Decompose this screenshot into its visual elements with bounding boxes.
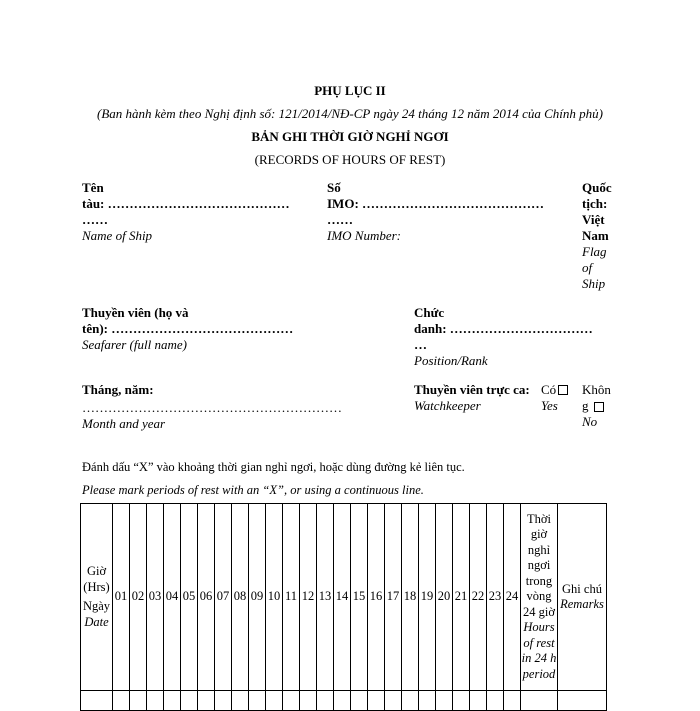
hour-cell[interactable] [385,691,402,711]
table-header-row [81,504,607,691]
instruction-en: Please mark periods of rest with an “X”, or using a continuous line. [82,483,424,497]
hour-cell[interactable] [351,691,368,711]
watchkeeper-yes-option[interactable] [541,382,568,398]
ship-name-label-en: Name of Ship [82,228,153,243]
flag-label-en: Flag of Ship [582,244,607,291]
hour-cell[interactable] [334,691,351,711]
hour-cell[interactable] [487,691,504,711]
month-year-dots: …………………………………………………… [82,400,342,415]
hour-cell[interactable] [317,691,334,711]
hour-cell[interactable] [300,691,317,711]
seafarer-field [82,305,327,353]
hour-cell[interactable] [249,691,266,711]
month-year-label: Tháng, năm: [82,382,154,397]
hour-header: 06 [198,504,215,691]
checkbox-icon[interactable] [558,385,568,395]
hour-header: 16 [368,504,385,691]
hour-header: 24 [504,504,521,691]
month-year-field [82,382,382,432]
rank-label: Chức danh: …………………………… … [414,305,593,352]
hour-header: 18 [402,504,419,691]
hour-cell[interactable] [130,691,147,711]
date-label: Ngày [82,599,111,613]
hour-header: 04 [164,504,181,691]
hour-header: 12 [300,504,317,691]
ship-name-field [82,180,317,244]
hour-cell[interactable] [215,691,232,711]
form-title-vi: BẢN GHI THỜI GIỜ NGHỈ NGƠI [251,129,449,144]
seafarer-label: Thuyền viên (họ và tên): …………………………………… [82,305,294,336]
flag-label: Quốc tịch: Việt Nam [582,180,612,243]
appendix-heading: PHỤ LỤC II [314,83,386,98]
hour-header: 03 [147,504,164,691]
rest-hours-cell[interactable] [521,691,558,711]
date-label-en: Date [84,614,109,629]
hour-cell[interactable] [436,691,453,711]
hour-header: 09 [249,504,266,691]
hour-cell[interactable] [232,691,249,711]
hour-cell[interactable] [419,691,436,711]
checkbox-icon[interactable] [594,402,604,412]
watchkeeper-field [414,382,530,414]
hour-header: 02 [130,504,147,691]
hour-cell[interactable] [266,691,283,711]
remarks-label-en: Remarks [560,597,604,611]
remarks-header [558,504,607,691]
hour-cell[interactable] [470,691,487,711]
watchkeeper-label: Thuyền viên trực ca: [414,382,530,397]
hour-cell[interactable] [402,691,419,711]
instruction-vi: Đánh dấu “X” vào khoảng thời gian nghỉ ngơi, hoặc dùng đường kẻ liên tục. [82,460,465,474]
ship-name-label: Tên tàu: …………………………………… …… [82,180,290,227]
hour-header: 10 [266,504,283,691]
hour-cell[interactable] [164,691,181,711]
hour-header: 15 [351,504,368,691]
rank-label-en: Position/Rank [414,353,488,368]
rest-hours-header [521,504,558,691]
imo-label: Số IMO: …………………………………… …… [327,180,545,227]
hour-header: 11 [283,504,300,691]
hour-header: 17 [385,504,402,691]
watchkeeper-no-option[interactable] [582,382,622,430]
hour-header: 05 [181,504,198,691]
watchkeeper-no-label-en: No [582,414,598,429]
watchkeeper-no-label: Khôn g [582,382,611,413]
flag-field [582,180,632,292]
hour-cell[interactable] [453,691,470,711]
form-title-en: (RECORDS OF HOURS OF REST) [254,152,446,167]
hour-cell[interactable] [283,691,300,711]
rank-field [414,305,629,369]
hour-header: 21 [453,504,470,691]
hour-cell[interactable] [504,691,521,711]
date-cell[interactable] [81,691,113,711]
hour-header: 13 [317,504,334,691]
remarks-label: Ghi chú [562,581,602,596]
decree-reference: (Ban hành kèm theo Nghị định số: 121/2014/NĐ-CP ngày 24 tháng 12 năm 2014 của Chính phủ) [96,106,603,121]
hours-date-header [81,504,113,691]
imo-label-en: IMO Number: [327,228,402,243]
rest-hours-label: Thời giờ nghỉ ngơi trong vòng 24 giờ [523,511,555,619]
remarks-cell[interactable] [558,691,607,711]
hour-header: 20 [436,504,453,691]
hour-header: 01 [113,504,130,691]
hour-header: 14 [334,504,351,691]
hour-header: 08 [232,504,249,691]
rest-hours-table [80,503,607,711]
hour-header: 23 [487,504,504,691]
hours-label: Giờ (Hrs) [83,564,110,594]
hour-header: 07 [215,504,232,691]
watchkeeper-yes-label: Có [541,382,557,397]
hour-cell[interactable] [198,691,215,711]
rest-hours-label-en: Hours of rest in 24 h period [521,620,557,681]
hour-cell[interactable] [147,691,164,711]
month-year-label-en: Month and year [82,416,166,431]
hour-header: 19 [419,504,436,691]
hour-cell[interactable] [113,691,130,711]
seafarer-label-en: Seafarer (full name) [82,337,187,352]
hour-cell[interactable] [368,691,385,711]
imo-field [327,180,577,244]
table-row [81,691,607,711]
hour-header: 22 [470,504,487,691]
hour-cell[interactable] [181,691,198,711]
watchkeeper-label-en: Watchkeeper [414,398,481,413]
watchkeeper-yes-label-en: Yes [541,398,558,413]
